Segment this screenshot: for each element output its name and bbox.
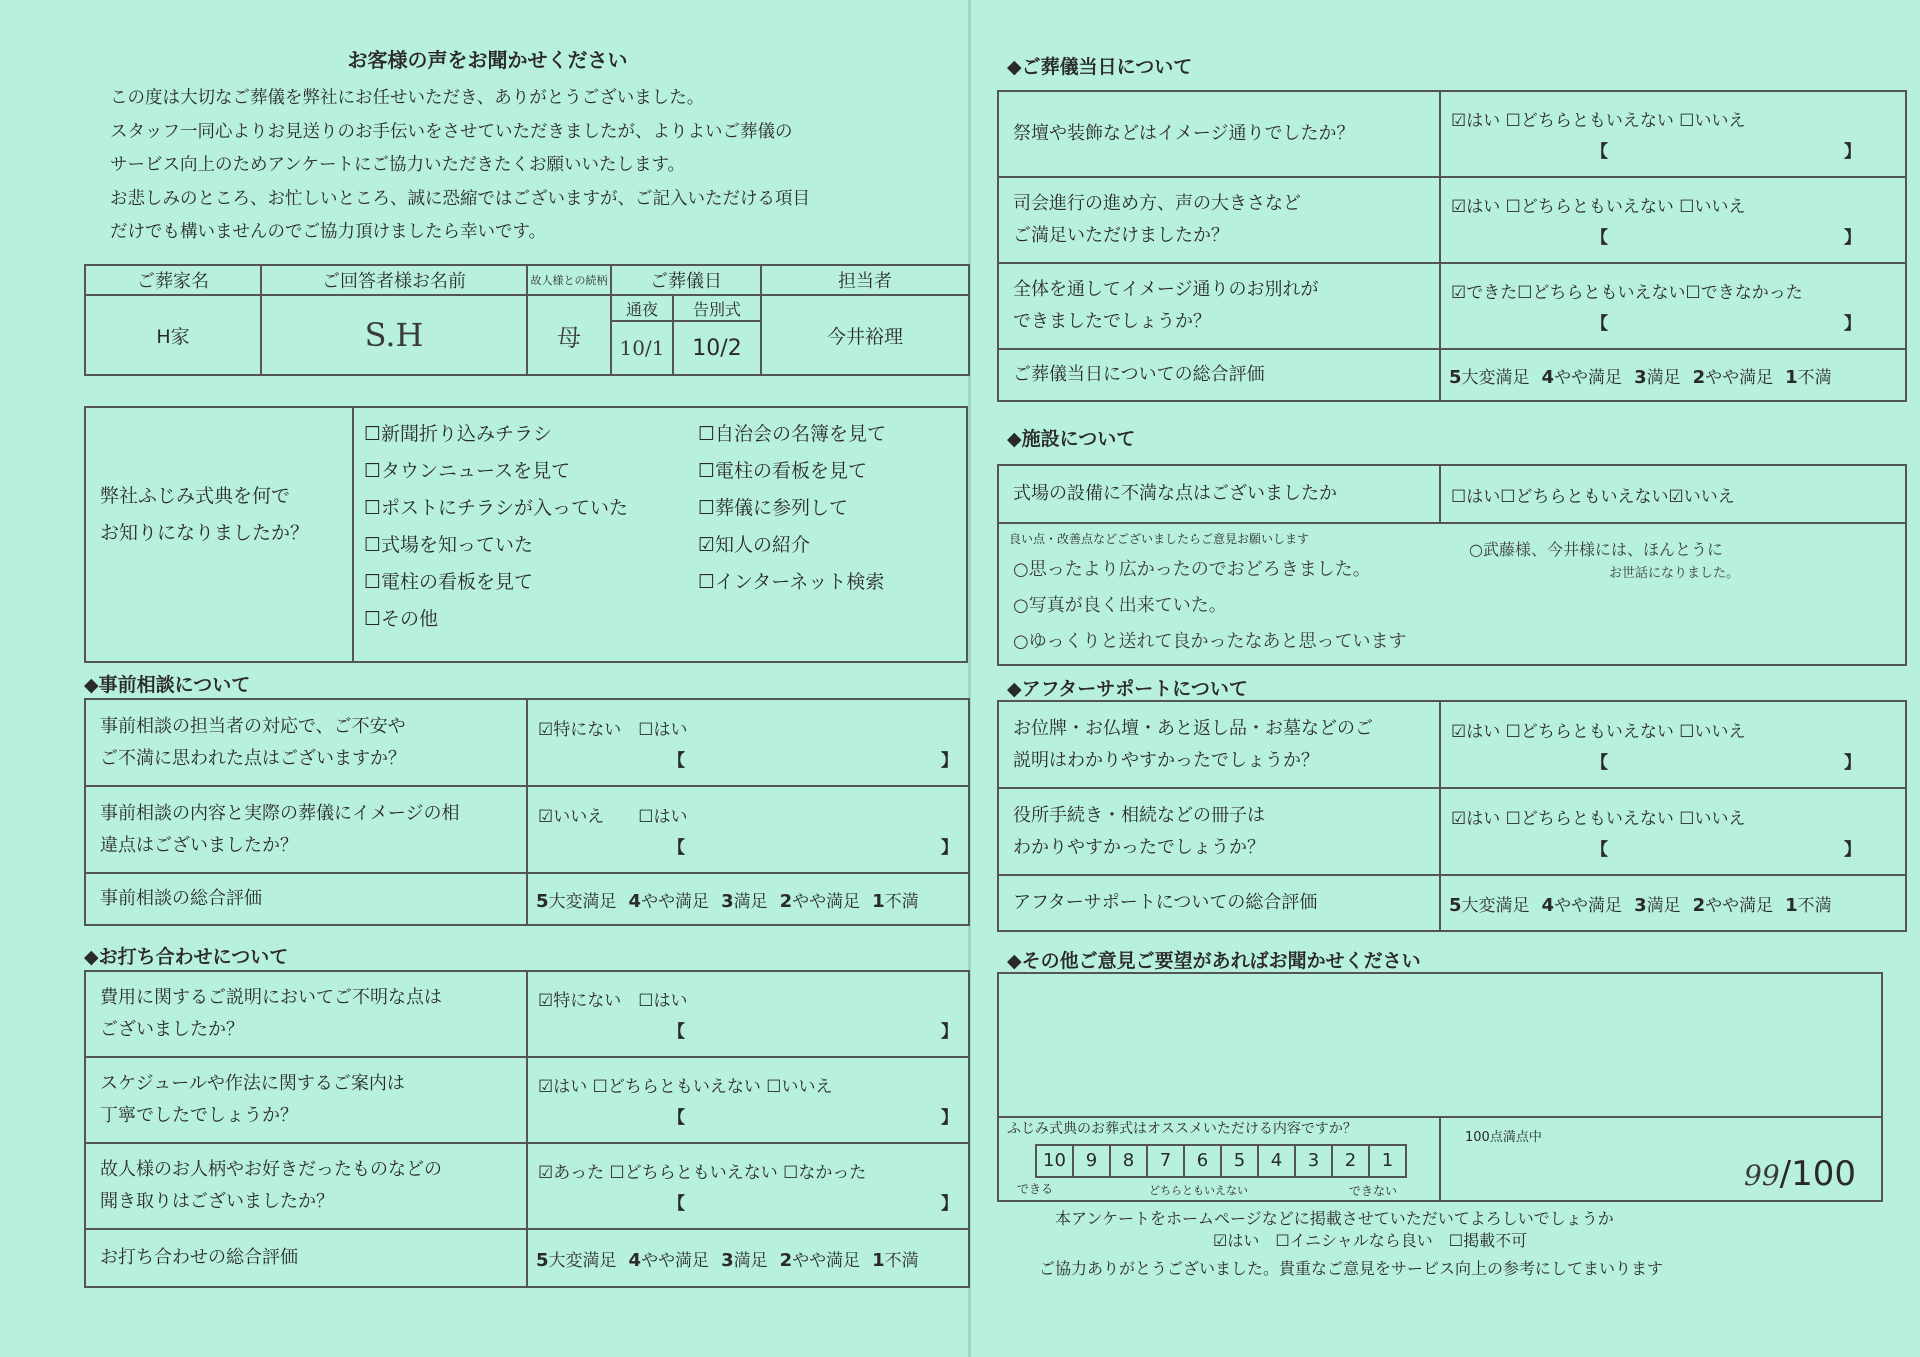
dayof-a2[interactable]: ☑はい ☐どちらともいえない ☐いいえ 【 】 [1440, 177, 1906, 263]
comment-label: 良い点・改善点などございましたらご意見お願いします [1009, 532, 1310, 546]
consult-q2: 事前相談の内容と実際の葬儀にイメージの相 違点はございましたか？ [85, 786, 527, 873]
scale-cell[interactable]: 10 [1035, 1144, 1074, 1178]
scale-cell[interactable]: 3 [1294, 1144, 1333, 1178]
scale-cell[interactable]: 8 [1109, 1144, 1148, 1178]
facility-q1: 式場の設備に不満な点はございましたか [998, 465, 1440, 523]
recommend-scale[interactable] [1035, 1144, 1405, 1178]
after-q1: お位牌・お仏壇・あと返し品・お墓などのご 説明はわかりやすかったでしょうか？ [998, 701, 1440, 788]
option[interactable]: ☐ポストにチラシが入っていた [364, 497, 629, 519]
scale-cell[interactable]: 1 [1368, 1144, 1407, 1178]
meeting-q2: スケジュールや作法に関するご案内は 丁寧でしたでしょうか？ [85, 1057, 527, 1143]
consult-table [84, 698, 970, 926]
score[interactable] [1744, 1154, 1856, 1194]
scale-mid-label: どちらともいえない [1149, 1184, 1248, 1197]
scale-cell[interactable]: 2 [1331, 1144, 1370, 1178]
facility-table [997, 464, 1907, 666]
relation-value: 母 [527, 295, 611, 375]
after-table [997, 700, 1907, 932]
consult-q1: 事前相談の担当者の対応で、ご不安や ご不満に思われた点はございますか？ [85, 699, 527, 786]
option[interactable]: ☐その他 [364, 608, 439, 630]
dayof-rating[interactable]: 5大変満足 4やや満足 3満足 2やや満足 1不満 [1440, 349, 1906, 401]
date-label: ご葬儀日 [611, 265, 761, 295]
family-name: H家 [85, 295, 261, 375]
after-q3: アフターサポートについての総合評価 [998, 875, 1440, 931]
wake-date: 10/1 [611, 321, 673, 375]
staff-label: 担当者 [761, 265, 969, 295]
option[interactable]: ☐タウンニュースを見て [364, 460, 571, 482]
publish-question: 本アンケートをホームページなどに掲載させていただいてよろしいでしょうか [1055, 1209, 1614, 1228]
intro-line: スタッフ一同心よりお見送りのお手伝いをさせていただきましたが、よりよいご葬儀の [110, 121, 793, 142]
facility-heading: ◆施設について [1007, 428, 1136, 450]
dayof-heading: ◆ご葬儀当日について [1007, 56, 1193, 78]
intro-line: この度は大切なご葬儀を弊社にお任せいただき、ありがとうございました。 [110, 88, 705, 108]
dayof-q2: 司会進行の進め方、声の大きさなど ご満足いただけましたか？ [998, 177, 1440, 263]
consult-a2[interactable]: ☑いいえ ☐はい 【 】 [527, 786, 969, 873]
source-table [84, 406, 968, 663]
funeral-label: 告別式 [673, 295, 761, 321]
scale-cell[interactable]: 9 [1072, 1144, 1111, 1178]
dayof-table [997, 90, 1907, 402]
dayof-q3: 全体を通してイメージ通りのお別れが できましたでしょうか？ [998, 263, 1440, 349]
dayof-q4: ご葬儀当日についての総合評価 [998, 349, 1440, 401]
source-options-2 [698, 416, 886, 601]
dayof-a3[interactable]: ☑できた☐どちらともいえない☐できなかった 【 】 [1440, 263, 1906, 349]
after-rating[interactable]: 5大変満足 4やや満足 3満足 2やや満足 1不満 [1440, 875, 1906, 931]
respondent-name: S.H [261, 295, 527, 375]
dayof-q1: 祭壇や装飾などはイメージ通りでしたか？ [998, 91, 1440, 177]
score-label: 100点満点中 [1465, 1130, 1542, 1145]
after-a2[interactable]: ☑はい ☐どちらともいえない ☐いいえ 【 】 [1440, 788, 1906, 875]
score-max: /100 [1779, 1154, 1856, 1194]
other-heading: ◆その他ご意見ご要望があればお聞かせください [1007, 950, 1421, 972]
right-page [975, 0, 1920, 1357]
after-heading: ◆アフターサポートについて [1007, 678, 1248, 700]
scale-cell[interactable]: 5 [1220, 1144, 1259, 1178]
meeting-q3: 故人様のお人柄やお好きだったものなどの 聞き取りはございましたか？ [85, 1143, 527, 1229]
source-options-1 [364, 416, 628, 638]
option[interactable]: ☐電柱の看板を見て [698, 460, 868, 482]
score-value: 99 [1744, 1159, 1780, 1192]
dayof-a1[interactable]: ☑はい ☐どちらともいえない ☐いいえ 【 】 [1440, 91, 1906, 177]
option[interactable]: ☐インターネット検索 [698, 571, 885, 593]
after-a1[interactable]: ☑はい ☐どちらともいえない ☐いいえ 【 】 [1440, 701, 1906, 788]
meeting-q4: お打ち合わせの総合評価 [85, 1229, 527, 1287]
scale-cell[interactable]: 7 [1146, 1144, 1185, 1178]
option[interactable]: ☐新聞折り込みチラシ [364, 423, 553, 445]
relation-label: 故人様との続柄 [527, 265, 611, 295]
recommend-question: ふじみ式典のお葬式はオススメいただける内容ですか？ [1007, 1121, 1357, 1137]
comment-right: ○武藤様、今井様には、ほんとうに お世話になりました。 [1469, 540, 1740, 581]
meeting-q1: 費用に関するご説明においてご不明な点は ございましたか？ [85, 971, 527, 1057]
meeting-a1[interactable]: ☑特にない ☐はい 【 】 [527, 971, 969, 1057]
thanks-text: ご協力ありがとうございました。貴重なご意見をサービス向上の参考にしてまいります [1039, 1259, 1664, 1278]
option[interactable]: ☐自治会の名簿を見て [698, 423, 887, 445]
consult-a1[interactable]: ☑特にない ☐はい 【 】 [527, 699, 969, 786]
option[interactable]: ☐葬儀に参列して [698, 497, 849, 519]
meeting-rating[interactable]: 5大変満足 4やや満足 3満足 2やや満足 1不満 [527, 1229, 969, 1287]
scale-right-label: できない [1349, 1184, 1398, 1198]
meeting-table [84, 970, 970, 1288]
other-box[interactable] [997, 972, 1883, 1202]
consult-rating[interactable]: 5大変満足 4やや満足 3満足 2やや満足 1不満 [527, 873, 969, 925]
consult-q3: 事前相談の総合評価 [85, 873, 527, 925]
option[interactable]: ☐電柱の看板を見て [364, 571, 534, 593]
wake-label: 通夜 [611, 295, 673, 321]
intro-line: だけでも構いませんのでご協力頂けましたら幸いです。 [110, 222, 547, 242]
intro-line: お悲しみのところ、お忙しいところ、誠に恐縮ではございますが、ご記入いただける項目 [110, 188, 810, 209]
intro-text [110, 82, 950, 250]
after-q2: 役所手続き・相続などの冊子は わかりやすかったでしょうか？ [998, 788, 1440, 875]
option[interactable]: ☐式場を知っていた [364, 534, 534, 556]
respondent-label: ご回答者様お名前 [261, 265, 527, 295]
facility-comments[interactable] [998, 523, 1906, 665]
source-question: 弊社ふじみ式典を何で お知りになりましたか？ [100, 485, 310, 544]
scale-cell[interactable]: 6 [1183, 1144, 1222, 1178]
meeting-a3[interactable]: ☑あった ☐どちらともいえない ☐なかった 【 】 [527, 1143, 969, 1229]
scale-left-label: できる [1017, 1182, 1054, 1196]
facility-a1[interactable]: ☐はい☐どちらともいえない☑いいえ [1440, 465, 1906, 523]
consult-heading: ◆事前相談について [84, 674, 251, 696]
comment-lines: ○思ったより広かったのでおどろきました。 ○写真が良く出来ていた。 ○ゆっくりと送れて良かったなあと思っています [1013, 559, 1407, 652]
staff-name: 今井裕理 [761, 295, 969, 375]
meeting-a2[interactable]: ☑はい ☐どちらともいえない ☐いいえ 【 】 [527, 1057, 969, 1143]
intro-line: サービス向上のためアンケートにご協力いただきたくお願いいたします。 [110, 155, 686, 175]
family-label: ご葬家名 [85, 265, 261, 295]
info-table [84, 264, 970, 376]
survey-title: お客様の声をお聞かせください [347, 48, 628, 72]
option[interactable]: ☑知人の紹介 [698, 534, 811, 556]
scale-cell[interactable]: 4 [1257, 1144, 1296, 1178]
publish-options[interactable]: ☑はい ☐イニシャルなら良い ☐掲載不可 [1213, 1231, 1528, 1250]
funeral-date: 10/2 [673, 321, 761, 375]
meeting-heading: ◆お打ち合わせについて [84, 946, 289, 968]
